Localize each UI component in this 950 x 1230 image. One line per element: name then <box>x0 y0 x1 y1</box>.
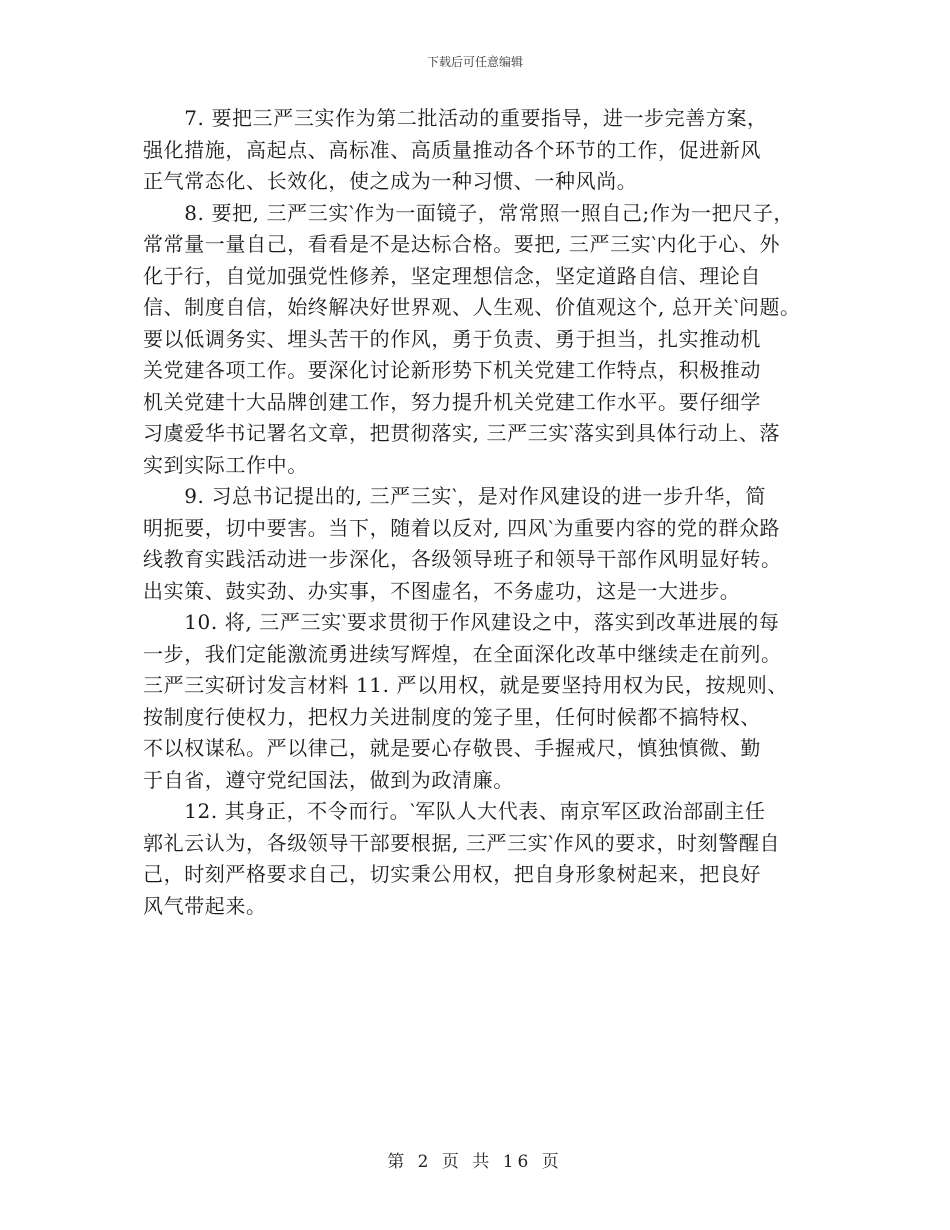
text-line: 8. 要把, 三严三实‵作为一面镜子，常常照一照自己;作为一把尺子， <box>143 200 795 225</box>
text-line: 不以权谋私。严以律己，就是要心存敬畏、手握戒尺，慎独慎微、勤 <box>143 736 761 760</box>
text-line: 按制度行使权力，把权力关进制度的笼子里，任何时候都不搞特权、 <box>143 704 761 729</box>
text-line: 实到实际工作中。 <box>143 452 308 477</box>
text-line: 郭礼云认为，各级领导干部要根据, 三严三实‵作风的要求，时刻警醒自 <box>143 830 781 855</box>
text-line: 9. 习总书记提出的, 三严三实‵，是对作风建设的进一步升华，简 <box>143 484 767 508</box>
text-line: 机关党建十大品牌创建工作，努力提升机关党建工作水平。要仔细学 <box>143 389 761 414</box>
text-line: 风气带起来。 <box>143 893 267 918</box>
text-line: 关党建各项工作。要深化讨论新形势下机关党建工作特点，积极推动 <box>143 358 761 382</box>
page-number-footer: 第 2 页 共 16 页 <box>387 1152 563 1172</box>
text-line: 正气常态化、长效化，使之成为一种习惯、一种风尚。 <box>143 169 638 193</box>
text-line: 强化措施，高起点、高标准、高质量推动各个环节的工作，促进新风 <box>143 137 761 162</box>
document-body <box>143 103 808 922</box>
text-line: 7. 要把三严三实作为第二批活动的重要指导，进一步完善方案， <box>143 106 768 130</box>
text-line: 线教育实践活动进一步深化，各级领导班子和领导干部作风明显好转。 <box>143 547 782 571</box>
text-line: 习虞爱华书记署名文章，把贯彻落实, 三严三实‵落实到具体行动上、落 <box>143 421 781 445</box>
text-line: 于自省，遵守党纪国法，做到为政清廉。 <box>143 767 514 792</box>
page-header: 下载后可任意编辑 <box>426 55 523 69</box>
text-line: 出实策、鼓实劲、办实事，不图虚名，不务虚功，这是一大进步。 <box>143 578 741 603</box>
text-line: 12. 其身正，不令而行。‵军队人大代表、南京军区政治部副主任 <box>143 799 766 823</box>
text-line: 要以低调务实、埋头苦干的作风，勇于负责、勇于担当，扎实推动机 <box>143 326 761 351</box>
text-line: 明扼要，切中要害。当下，随着以反对, 四风‵为重要内容的党的群众路 <box>143 515 781 540</box>
text-line: 常常量一量自己，看看是不是达标合格。要把, 三严三实‵内化于心、外 <box>143 232 781 256</box>
text-line: 化于行，自觉加强党性修养，坚定理想信念，坚定道路自信、理论自 <box>143 263 761 288</box>
text-line: 己，时刻严格要求自己，切实秉公用权，把自身形象树起来，把良好 <box>143 862 761 886</box>
text-line: 三严三实研讨发言材料 11. 严以用权，就是要坚持用权为民，按规则、 <box>143 673 788 697</box>
text-line: 一步，我们定能激流勇进续写辉煌，在全面深化改革中继续走在前列。 <box>143 641 782 666</box>
text-line: 10. 将, 三严三实‵要求贯彻于作风建设之中，落实到改革进展的每 <box>143 610 780 634</box>
text-line: 信、制度自信，始终解决好世界观、人生观、价值观这个, 总开关‵问题。 <box>143 295 801 319</box>
